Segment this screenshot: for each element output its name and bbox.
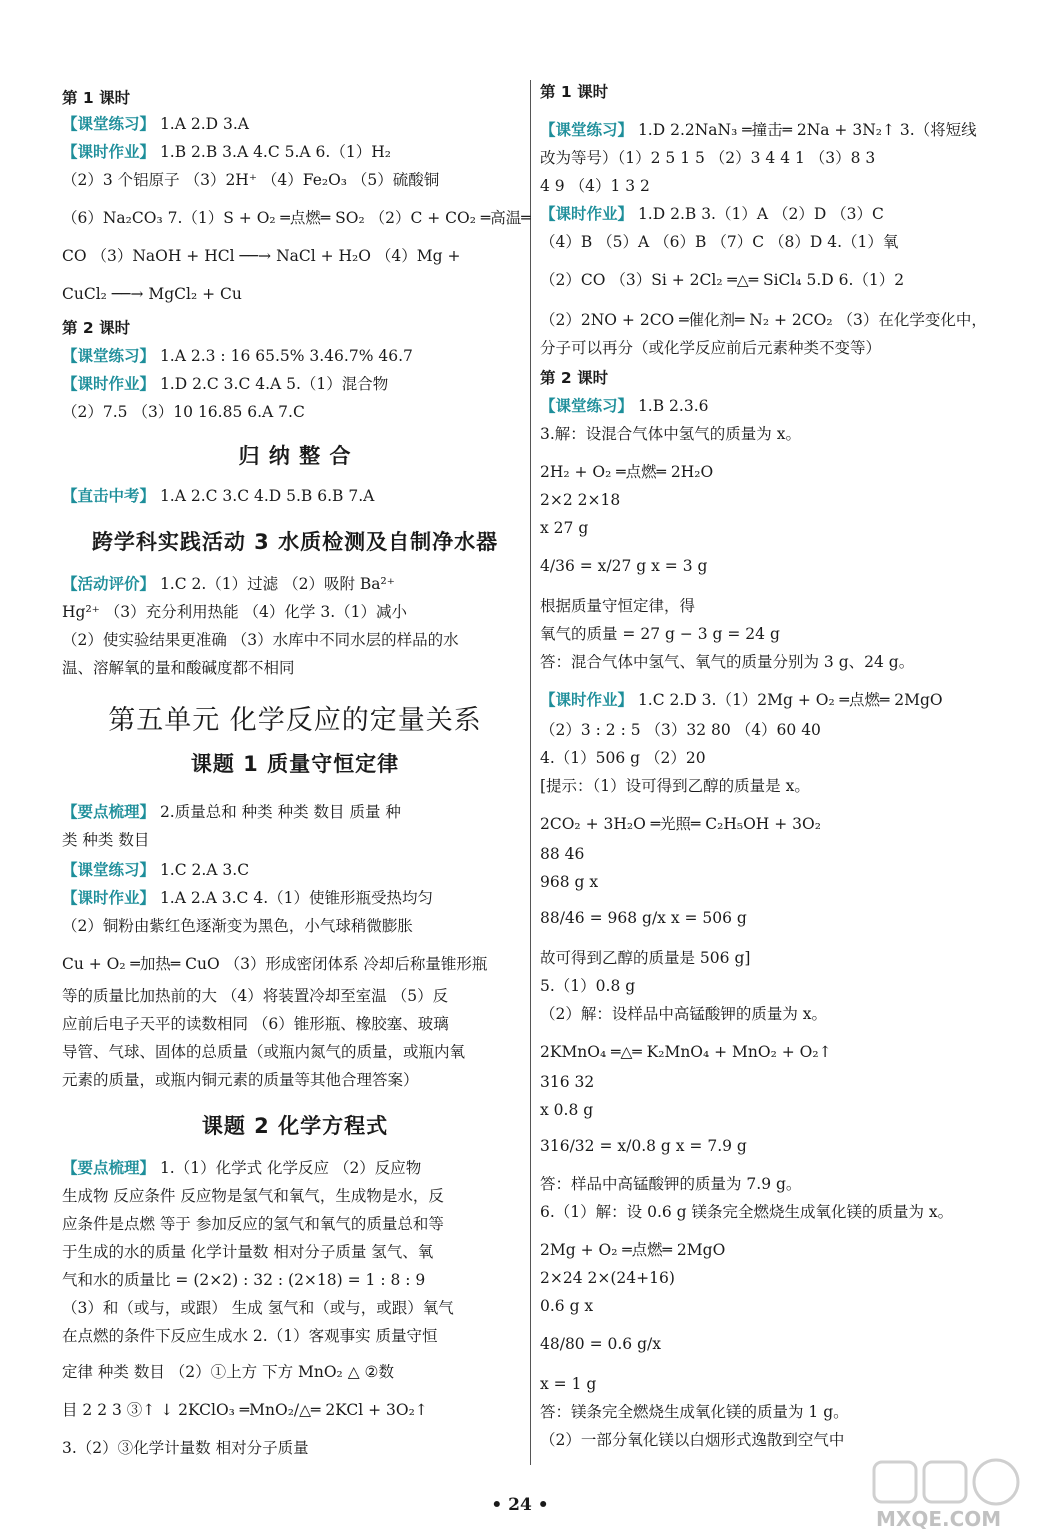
text-line (62, 916, 413, 936)
line-text: CuCl₂ ──→ MgCl₂ + Cu (62, 285, 242, 303)
page-number: • 24 • (491, 1495, 549, 1515)
line-text: 1.C 2.（1）过滤 （2）吸附 Ba²⁺ (155, 575, 395, 593)
line-text: 第五单元 化学反应的定量关系 (108, 705, 482, 736)
text-line (540, 1202, 953, 1222)
text-line (62, 830, 149, 850)
line-text: 课题 2 化学方程式 (201, 1114, 389, 1138)
text-line (540, 82, 608, 102)
text-line (62, 888, 433, 908)
line-text: 温、溶解氧的量和酸碱度都不相同 (62, 659, 295, 677)
line-text: 1.D 2.2NaN₃ ═撞击═ 2Na + 3N₂↑ 3.（将短线 (633, 121, 977, 139)
line-text: （2）铜粉由紫红色逐渐变为黑色，小气球稍微膨胀 (62, 917, 413, 935)
text-line (62, 318, 130, 338)
line-text: （2）2NO + 2CO ═催化剂═ N₂ + 2CO₂ （3）在化学变化中， (540, 311, 987, 329)
section-tag: 【课时作业】 (540, 205, 634, 223)
line-text: （2）解：设样品中高锰酸钾的质量为 x。 (540, 1005, 828, 1023)
text-line (540, 1072, 594, 1092)
text-line (540, 424, 801, 444)
text-line (540, 908, 747, 928)
line-text: 1.A 2.D 3.A (155, 115, 249, 133)
text-line (540, 556, 707, 576)
line-text: 根据质量守恒定律，得 (540, 597, 696, 615)
line-text: （4）B （5）A （6）B （7）C （8）D 4.（1）氧 (540, 233, 899, 251)
line-text: 5.（1）0.8 g (540, 977, 636, 995)
line-text: 氧气的质量 = 27 g − 3 g = 24 g (540, 625, 780, 643)
text-line (62, 142, 391, 162)
line-text: 在点燃的条件下反应生成水 2.（1）客观事实 质量守恒 (62, 1327, 438, 1345)
line-text: 生成物 反应条件 反应物是氢气和氧气，生成物是水，反 (62, 1187, 444, 1205)
text-line (62, 246, 460, 266)
text-line (540, 844, 584, 864)
text-line (62, 658, 295, 678)
line-text: [提示：（1）设可得到乙醇的质量是 x。 (540, 777, 810, 795)
line-text: 3.（2）③化学计量数 相对分子质量 (62, 1439, 309, 1457)
line-text: 等的质量比加热前的大 （4）将装置冷却至室温 （5）反 (62, 987, 449, 1005)
line-text: 第 1 课时 (62, 89, 131, 107)
line-text: 4/36 = x/27 g x = 3 g (540, 557, 708, 575)
text-line (62, 374, 388, 394)
line-text: （2）3 个铝原子 （3）2H⁺ （4）Fe₂O₃ （5）硫酸铜 (62, 171, 440, 189)
text-line (540, 1042, 832, 1062)
text-line (62, 1070, 419, 1090)
line-text: 4.（1）506 g （2）20 (540, 749, 706, 767)
line-text: x 0.8 g (540, 1101, 594, 1119)
section-tag: 【要点梳理】 (62, 803, 156, 821)
section-heading (62, 704, 528, 738)
section-tag: 【课堂练习】 (540, 121, 634, 139)
line-text: 2.质量总和 种类 种类 数目 质量 种 (155, 803, 401, 821)
line-text: 故可得到乙醇的质量是 506 g] (540, 949, 751, 967)
text-line (540, 232, 898, 252)
line-text: 316 32 (540, 1073, 595, 1091)
text-line (62, 284, 242, 304)
text-line (540, 872, 598, 892)
line-text: （3）和（或与，或跟） 生成 氢气和（或与，或跟）氧气 (62, 1299, 454, 1317)
line-text: 元素的质量，或瓶内铜元素的质量等其他合理答案） (62, 1071, 419, 1089)
text-line (540, 148, 875, 168)
text-line (540, 338, 881, 358)
line-text: 1.D 2.C 3.C 4.A 5.（1）混合物 (155, 375, 389, 393)
line-text: 2KMnO₄ ═△═ K₂MnO₄ + MnO₂ + O₂↑ (540, 1043, 832, 1061)
line-text: 2H₂ + O₂ ═点燃═ 2H₂O (540, 463, 714, 481)
line-text: 跨学科实践活动 3 水质检测及自制净水器 (91, 530, 499, 554)
text-line (540, 596, 695, 616)
line-text: 1.D 2.B 3.（1）A （2）D （3）C (633, 205, 884, 223)
text-line (62, 1270, 425, 1290)
text-line (62, 1362, 394, 1382)
watermark-logo (866, 1456, 1026, 1532)
line-text: x = 1 g (540, 1375, 597, 1393)
line-text: 1.B 2.B 3.A 4.C 5.A 6.（1）H₂ (155, 143, 391, 161)
section-tag: 【活动评价】 (62, 575, 156, 593)
section-tag: 【课时作业】 (62, 143, 156, 161)
line-text: 课题 1 质量守恒定律 (190, 752, 400, 776)
text-line (540, 1240, 725, 1260)
section-tag: 【课堂练习】 (62, 115, 156, 133)
text-line (62, 954, 487, 974)
section-heading (62, 442, 528, 470)
line-text: 答：样品中高锰酸钾的质量为 7.9 g。 (540, 1175, 802, 1193)
text-line (62, 1298, 454, 1318)
text-line (540, 518, 588, 538)
text-line (62, 1042, 465, 1062)
text-line (540, 204, 884, 224)
section-heading (62, 750, 528, 778)
line-text: 类 种类 数目 (62, 831, 150, 849)
text-line (540, 748, 706, 768)
text-line (62, 574, 395, 594)
text-line (62, 802, 401, 822)
line-text: 48/80 = 0.6 g/x (540, 1335, 661, 1353)
text-line (540, 720, 821, 740)
line-text: Hg²⁺ （3）充分利用热能 （4）化学 3.（1）减小 (62, 603, 407, 621)
text-line (62, 170, 439, 190)
text-line (62, 602, 407, 622)
line-text: 2×2 2×18 (540, 491, 621, 509)
line-text: 第 2 课时 (62, 319, 131, 337)
line-text: 2×24 2×(24+16) (540, 1269, 675, 1287)
text-line (62, 88, 130, 108)
line-text: 2Mg + O₂ ═点燃═ 2MgO (540, 1241, 726, 1259)
watermark-sub: MXQE.COM (876, 1507, 1002, 1531)
text-line (540, 1430, 844, 1450)
line-text: 1.（1）化学式 化学反应 （2）反应物 (155, 1159, 422, 1177)
text-line (540, 396, 709, 416)
line-text: （2）使实验结果更准确 （3）水库中不同水层的样品的水 (62, 631, 459, 649)
line-text: 答：镁条完全燃烧生成氧化镁的质量为 1 g。 (540, 1403, 849, 1421)
text-line (540, 1136, 747, 1156)
text-line (62, 114, 249, 134)
line-text: （6）Na₂CO₃ 7.（1）S + O₂ ═点燃═ SO₂ （2）C + CO₂ ═高温═ (62, 209, 531, 227)
section-tag: 【课堂练习】 (540, 397, 634, 415)
text-line (540, 490, 620, 510)
text-line (540, 1334, 661, 1354)
section-tag: 【直击中考】 (62, 487, 156, 505)
line-text: 应前后电子天平的读数相同 （6）锥形瓶、橡胶塞、玻璃 (62, 1015, 449, 1033)
text-line (540, 1296, 593, 1316)
text-line (62, 1438, 309, 1458)
text-line (540, 368, 608, 388)
text-line (540, 690, 943, 710)
text-line (540, 814, 821, 834)
section-tag: 【要点梳理】 (62, 1159, 156, 1177)
line-text: 0.6 g x (540, 1297, 594, 1315)
line-text: 88/46 = 968 g/x x = 506 g (540, 909, 747, 927)
text-line (62, 630, 459, 650)
text-line (540, 976, 635, 996)
line-text: 1.A 2.A 3.C 4.（1）使锥形瓶受热均匀 (155, 889, 433, 907)
line-text: 目 2 2 3 ③↑ ↓ 2KClO₃ ═MnO₂/△═ 2KCl + 3O₂↑ (62, 1401, 428, 1419)
text-line (540, 776, 810, 796)
text-line (62, 486, 374, 506)
line-text: 1.B 2.3.6 (633, 397, 709, 415)
text-line (62, 1158, 421, 1178)
line-text: 第 1 课时 (540, 83, 609, 101)
section-tag: 【课堂练习】 (62, 861, 156, 879)
line-text: 88 46 (540, 845, 585, 863)
text-line (62, 1186, 444, 1206)
line-text: 4 9 （4）1 3 2 (540, 177, 650, 195)
text-line (62, 208, 531, 228)
line-text: 第 2 课时 (540, 369, 609, 387)
line-text: 定律 种类 数目 （2）①上方 下方 MnO₂ △ ②数 (62, 1363, 394, 1381)
text-line (540, 1004, 827, 1024)
line-text: 1.A 2.C 3.C 4.D 5.B 6.B 7.A (155, 487, 375, 505)
text-line (540, 176, 650, 196)
line-text: （2）7.5 （3）10 16.85 6.A 7.C (62, 403, 305, 421)
text-line (62, 1214, 444, 1234)
text-line (540, 310, 987, 330)
text-line (62, 1242, 433, 1262)
line-text: 1.A 2.3 : 16 65.5% 3.46.7% 46.7 (155, 347, 413, 365)
line-text: 1.C 2.A 3.C (155, 861, 250, 879)
line-text: 3.解：设混合气体中氢气的质量为 x。 (540, 425, 801, 443)
text-line (540, 462, 713, 482)
line-text: 归 纳 整 合 (238, 444, 352, 468)
line-text: （2）一部分氧化镁以白烟形式逸散到空气中 (540, 1431, 845, 1449)
text-line (62, 1326, 438, 1346)
section-tag: 【课堂练习】 (62, 347, 156, 365)
text-line (540, 270, 904, 290)
column-divider (530, 80, 531, 1465)
section-tag: 【课时作业】 (540, 691, 634, 709)
text-line (540, 1374, 596, 1394)
text-line (540, 1402, 849, 1422)
line-text: 应条件是点燃 等于 参加反应的氢气和氧气的质量总和等 (62, 1215, 444, 1233)
line-text: 于生成的水的质量 化学计量数 相对分子质量 氢气、氧 (62, 1243, 434, 1261)
line-text: x 27 g (540, 519, 589, 537)
line-text: （2）3 : 2 : 5 （3）32 80 （4）60 40 (540, 721, 821, 739)
text-line (540, 120, 977, 140)
line-text: 2CO₂ + 3H₂O ═光照═ C₂H₅OH + 3O₂ (540, 815, 821, 833)
line-text: 答：混合气体中氢气、氧气的质量分别为 3 g、24 g。 (540, 653, 915, 671)
text-line (540, 1268, 675, 1288)
line-text: 1.C 2.D 3.（1）2Mg + O₂ ═点燃═ 2MgO (633, 691, 943, 709)
line-text: 导管、气球、固体的总质量（或瓶内氮气的质量，或瓶内氧 (62, 1043, 466, 1061)
section-tag: 【课时作业】 (62, 889, 156, 907)
text-line (540, 948, 750, 968)
line-text: （2）CO （3）Si + 2Cl₂ ═△═ SiCl₄ 5.D 6.（1）2 (540, 271, 905, 289)
line-text: 改为等号）（1）2 5 1 5 （2）3 4 4 1 （3）8 3 (540, 149, 876, 167)
line-text: 6.（1）解：设 0.6 g 镁条完全燃烧生成氧化镁的质量为 x。 (540, 1203, 954, 1221)
text-line (62, 986, 448, 1006)
section-tag: 【课时作业】 (62, 375, 156, 393)
line-text: 968 g x (540, 873, 599, 891)
section-heading (62, 528, 528, 556)
text-line (62, 1400, 428, 1420)
text-line (62, 402, 305, 422)
section-heading (62, 1112, 528, 1140)
line-text: 分子可以再分（或化学反应前后元素种类不变等） (540, 339, 882, 357)
line-text: 316/32 = x/0.8 g x = 7.9 g (540, 1137, 747, 1155)
text-line (62, 346, 413, 366)
text-line (540, 652, 914, 672)
line-text: CO （3）NaOH + HCl ──→ NaCl + H₂O （4）Mg + (62, 247, 461, 265)
line-text: 气和水的质量比 = (2×2) : 32 : (2×18) = 1 : 8 : 9 (62, 1271, 426, 1289)
line-text: Cu + O₂ ═加热═ CuO （3）形成密闭体系 冷却后称量锥形瓶 (62, 955, 488, 973)
text-line (540, 624, 780, 644)
text-line (540, 1174, 801, 1194)
text-line (62, 860, 249, 880)
text-line (540, 1100, 593, 1120)
text-line (62, 1014, 449, 1034)
